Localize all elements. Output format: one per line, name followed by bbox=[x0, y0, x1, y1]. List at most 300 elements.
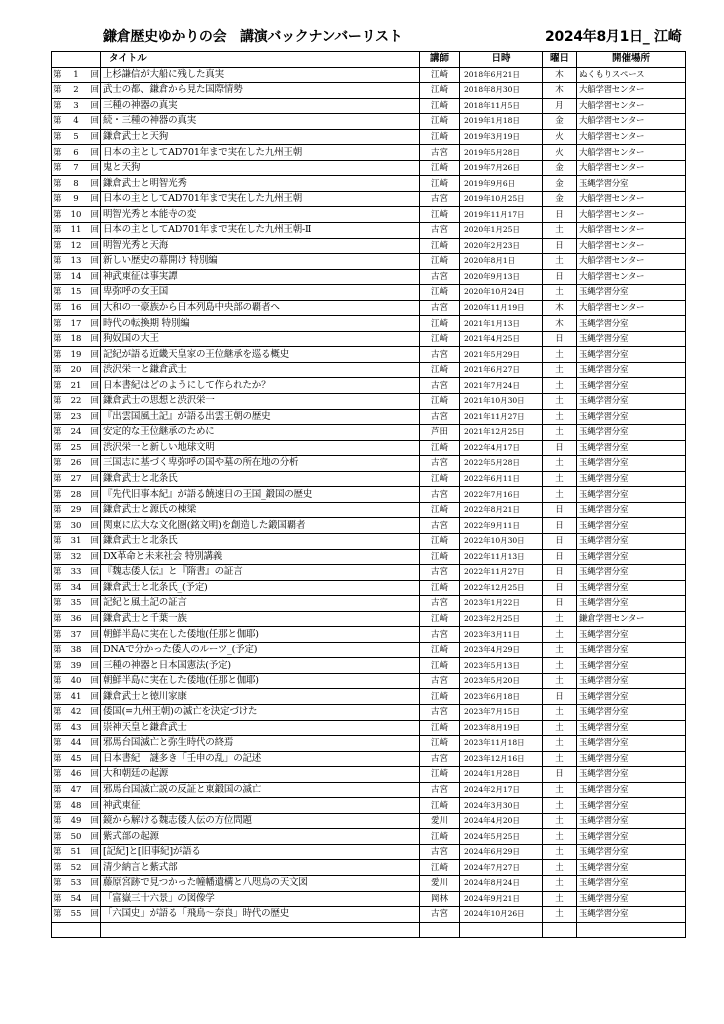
row-title: 新しい歴史の幕開け 特別編 bbox=[101, 254, 420, 270]
row-title: 倭国(=九州王朝)の滅亡を決定づけた bbox=[101, 704, 420, 720]
row-suffix: 回 bbox=[90, 132, 99, 142]
row-venue: 大船学習センター bbox=[577, 114, 686, 130]
row-title: 渋沢栄一と鎌倉武士 bbox=[101, 362, 420, 378]
row-suffix: 回 bbox=[90, 878, 99, 889]
row-number: 54 bbox=[70, 893, 82, 904]
row-title: 朝鮮半島に実在した倭地(任那と伽耶) bbox=[101, 627, 420, 643]
row-weekday: 日 bbox=[543, 269, 577, 285]
row-suffix: 回 bbox=[90, 520, 99, 531]
row-suffix: 回 bbox=[90, 551, 99, 562]
row-venue: 玉縄学習分室 bbox=[577, 627, 686, 643]
row-number: 44 bbox=[70, 738, 82, 749]
row-date: 2021年10月30日 bbox=[460, 394, 543, 410]
row-date: 2020年10月24日 bbox=[460, 285, 543, 301]
row-number-cell bbox=[52, 83, 101, 99]
table-row bbox=[52, 642, 686, 658]
row-weekday: 木 bbox=[543, 67, 577, 83]
row-title: 藤原宮跡で見つかった幢幡遺構と八咫烏の天文図 bbox=[101, 875, 420, 891]
row-date: 2023年5月20日 bbox=[460, 673, 543, 689]
row-weekday bbox=[543, 922, 577, 938]
row-date: 2021年7月24日 bbox=[460, 378, 543, 394]
row-weekday: 土 bbox=[543, 673, 577, 689]
row-venue: 玉縄学習分室 bbox=[577, 425, 686, 441]
table-row bbox=[52, 798, 686, 814]
row-number-cell bbox=[52, 751, 101, 767]
row-number-cell bbox=[52, 611, 101, 627]
row-prefix: 第 bbox=[53, 551, 62, 562]
row-number-cell bbox=[52, 362, 101, 378]
row-number: 30 bbox=[70, 520, 82, 531]
row-venue: 玉縄学習分室 bbox=[577, 176, 686, 192]
row-number: 32 bbox=[70, 551, 82, 562]
row-number-cell bbox=[52, 565, 101, 581]
row-venue: 玉縄学習分室 bbox=[577, 518, 686, 534]
row-venue: 大船学習センター bbox=[577, 98, 686, 114]
row-date: 2019年5月28日 bbox=[460, 145, 543, 161]
row-speaker: 江崎 bbox=[420, 471, 460, 487]
row-number: 9 bbox=[73, 194, 79, 205]
row-speaker: 古宮 bbox=[420, 782, 460, 798]
row-speaker: 江崎 bbox=[420, 98, 460, 114]
row-speaker: 古宮 bbox=[420, 300, 460, 316]
row-date: 2022年10月30日 bbox=[460, 533, 543, 549]
row-number: 7 bbox=[73, 163, 79, 174]
table-row bbox=[52, 875, 686, 891]
header-title: タイトル bbox=[101, 52, 420, 68]
row-venue: 玉縄学習分室 bbox=[577, 456, 686, 472]
row-number-cell bbox=[52, 736, 101, 752]
row-number-cell bbox=[52, 160, 101, 176]
row-date: 2021年6月27日 bbox=[460, 362, 543, 378]
row-venue: 玉縄学習分室 bbox=[577, 891, 686, 907]
row-weekday: 日 bbox=[543, 565, 577, 581]
row-speaker: 江崎 bbox=[420, 502, 460, 518]
row-date: 2022年7月16日 bbox=[460, 487, 543, 503]
row-title: 上杉謙信が大船に残した真実 bbox=[101, 67, 420, 83]
row-weekday: 日 bbox=[543, 533, 577, 549]
row-number: 52 bbox=[70, 862, 82, 873]
table-row bbox=[52, 673, 686, 689]
row-prefix: 第 bbox=[53, 800, 62, 811]
row-number-cell bbox=[52, 191, 101, 207]
row-weekday: 木 bbox=[543, 83, 577, 99]
row-title: 鎌倉武士の思想と渋沢栄一 bbox=[101, 394, 420, 410]
table-row bbox=[52, 860, 686, 876]
row-title: 鎌倉武士と北条氏 bbox=[101, 471, 420, 487]
row-weekday: 土 bbox=[543, 627, 577, 643]
row-number: 22 bbox=[70, 396, 82, 407]
table-row bbox=[52, 331, 686, 347]
row-number-cell bbox=[52, 860, 101, 876]
row-title: 鎌倉武士と天狗 bbox=[101, 129, 420, 145]
table-row bbox=[52, 907, 686, 923]
row-weekday: 土 bbox=[543, 409, 577, 425]
row-title: 記紀が語る近畿天皇家の王位継承を巡る概史 bbox=[101, 347, 420, 363]
row-number-cell bbox=[52, 98, 101, 114]
row-title: 渋沢栄一と新しい地球文明 bbox=[101, 440, 420, 456]
row-speaker: 古宮 bbox=[420, 223, 460, 239]
row-number: 23 bbox=[70, 411, 82, 422]
row-title: DNAで分かった倭人のルーツ_(予定) bbox=[101, 642, 420, 658]
row-title bbox=[101, 922, 420, 938]
row-prefix: 第 bbox=[53, 178, 62, 189]
row-venue: 玉縄学習分室 bbox=[577, 409, 686, 425]
row-venue: 大船学習センター bbox=[577, 191, 686, 207]
table-row bbox=[52, 160, 686, 176]
row-suffix: 回 bbox=[90, 411, 99, 422]
row-venue: 玉縄学習分室 bbox=[577, 549, 686, 565]
row-prefix: 第 bbox=[53, 100, 62, 111]
row-number-cell bbox=[52, 471, 101, 487]
row-suffix: 回 bbox=[90, 318, 99, 329]
row-title: 日本の主としてAD701年まで実在した九州王朝 bbox=[101, 145, 420, 161]
row-title: 卑弥呼の女王国 bbox=[101, 285, 420, 301]
row-speaker: 愛川 bbox=[420, 813, 460, 829]
row-date: 2021年4月25日 bbox=[460, 331, 543, 347]
row-number-cell bbox=[52, 394, 101, 410]
row-number: 43 bbox=[70, 722, 82, 733]
row-prefix: 第 bbox=[53, 862, 62, 873]
row-number: 17 bbox=[70, 318, 82, 329]
table-row bbox=[52, 254, 686, 270]
row-number: 39 bbox=[70, 660, 82, 671]
table-row bbox=[52, 129, 686, 145]
row-speaker: 江崎 bbox=[420, 114, 460, 130]
row-venue: 大船学習センター bbox=[577, 83, 686, 99]
row-suffix: 回 bbox=[90, 303, 99, 314]
table-row bbox=[52, 829, 686, 845]
row-number: 27 bbox=[70, 474, 82, 485]
row-date: 2021年1月13日 bbox=[460, 316, 543, 332]
row-date: 2020年1月25日 bbox=[460, 223, 543, 239]
row-number-cell bbox=[52, 502, 101, 518]
row-title: 関東に広大な文化圏(銘文明)を創造した鍛国覇者 bbox=[101, 518, 420, 534]
row-suffix: 回 bbox=[90, 598, 99, 609]
row-number: 26 bbox=[70, 458, 82, 469]
row-number: 37 bbox=[70, 629, 82, 640]
table-row bbox=[52, 300, 686, 316]
row-suffix: 回 bbox=[90, 847, 99, 858]
row-date: 2020年11月19日 bbox=[460, 300, 543, 316]
row-prefix: 第 bbox=[53, 349, 62, 360]
row-weekday: 土 bbox=[543, 394, 577, 410]
row-suffix: 回 bbox=[90, 163, 99, 174]
row-suffix: 回 bbox=[90, 707, 99, 718]
row-weekday: 土 bbox=[543, 223, 577, 239]
row-venue: 玉縄学習分室 bbox=[577, 907, 686, 923]
row-weekday: 日 bbox=[543, 549, 577, 565]
row-date: 2023年3月11日 bbox=[460, 627, 543, 643]
row-prefix: 第 bbox=[53, 318, 62, 329]
row-number-cell bbox=[52, 720, 101, 736]
row-number: 24 bbox=[70, 427, 82, 438]
row-weekday: 土 bbox=[543, 658, 577, 674]
row-number: 42 bbox=[70, 707, 82, 718]
row-speaker: 江崎 bbox=[420, 798, 460, 814]
row-date: 2019年7月26日 bbox=[460, 160, 543, 176]
row-date: 2019年11月17日 bbox=[460, 207, 543, 223]
row-title: 明智光秀と天海 bbox=[101, 238, 420, 254]
row-number-cell bbox=[52, 627, 101, 643]
row-speaker: 古宮 bbox=[420, 347, 460, 363]
row-prefix: 第 bbox=[53, 474, 62, 485]
row-prefix: 第 bbox=[53, 85, 62, 96]
table-row bbox=[52, 611, 686, 627]
row-prefix: 第 bbox=[53, 676, 62, 687]
row-number-cell bbox=[52, 223, 101, 239]
row-title: 三種の神器の真実 bbox=[101, 98, 420, 114]
table-row bbox=[52, 316, 686, 332]
row-date: 2020年2月23日 bbox=[460, 238, 543, 254]
row-prefix: 第 bbox=[53, 816, 62, 827]
row-speaker: 江崎 bbox=[420, 642, 460, 658]
row-number: 48 bbox=[70, 800, 82, 811]
row-date: 2023年1月22日 bbox=[460, 596, 543, 612]
row-date: 2024年6月29日 bbox=[460, 844, 543, 860]
row-prefix: 第 bbox=[53, 116, 62, 127]
row-suffix: 回 bbox=[90, 613, 99, 624]
row-suffix: 回 bbox=[90, 567, 99, 578]
row-speaker: 江崎 bbox=[420, 720, 460, 736]
row-date: 2019年1月18日 bbox=[460, 114, 543, 130]
table-row bbox=[52, 409, 686, 425]
row-venue: 玉縄学習分室 bbox=[577, 316, 686, 332]
row-speaker: 江崎 bbox=[420, 658, 460, 674]
table-row bbox=[52, 176, 686, 192]
row-suffix: 回 bbox=[90, 240, 99, 251]
row-number-cell bbox=[52, 487, 101, 503]
row-prefix: 第 bbox=[53, 769, 62, 780]
row-number-cell bbox=[52, 907, 101, 923]
row-title: 紫式部の起源 bbox=[101, 829, 420, 845]
row-weekday: 土 bbox=[543, 736, 577, 752]
row-suffix: 回 bbox=[90, 334, 99, 345]
table-row bbox=[52, 207, 686, 223]
row-speaker: 江崎 bbox=[420, 580, 460, 596]
row-prefix: 第 bbox=[53, 427, 62, 438]
table-row bbox=[52, 533, 686, 549]
row-weekday: 土 bbox=[543, 425, 577, 441]
row-venue: 玉縄学習分室 bbox=[577, 673, 686, 689]
row-title: 続・三種の神器の真実 bbox=[101, 114, 420, 130]
row-number-cell bbox=[52, 596, 101, 612]
row-speaker: 江崎 bbox=[420, 238, 460, 254]
row-suffix: 回 bbox=[90, 365, 99, 376]
row-number-cell bbox=[52, 425, 101, 441]
row-suffix: 回 bbox=[90, 225, 99, 236]
table-row bbox=[52, 580, 686, 596]
row-weekday: 土 bbox=[543, 813, 577, 829]
row-weekday: 土 bbox=[543, 829, 577, 845]
row-prefix: 第 bbox=[53, 194, 62, 205]
row-number-cell bbox=[52, 549, 101, 565]
row-suffix: 回 bbox=[90, 629, 99, 640]
row-speaker: 古宮 bbox=[420, 704, 460, 720]
row-title: 三種の神器と日本国憲法(予定) bbox=[101, 658, 420, 674]
row-prefix: 第 bbox=[53, 909, 62, 920]
row-suffix: 回 bbox=[90, 676, 99, 687]
row-venue: 玉縄学習分室 bbox=[577, 487, 686, 503]
row-prefix: 第 bbox=[53, 411, 62, 422]
row-title: 武士の都、鎌倉から見た国際情勢 bbox=[101, 83, 420, 99]
row-title: 日本の主としてAD701年まで実在した九州王朝-Ⅱ bbox=[101, 223, 420, 239]
row-suffix: 回 bbox=[90, 271, 99, 282]
row-venue: 玉縄学習分室 bbox=[577, 580, 686, 596]
row-weekday: 月 bbox=[543, 98, 577, 114]
row-speaker: 江崎 bbox=[420, 829, 460, 845]
row-weekday: 土 bbox=[543, 254, 577, 270]
lecture-table bbox=[51, 51, 686, 938]
header-speaker: 講師 bbox=[420, 52, 460, 68]
row-prefix: 第 bbox=[53, 334, 62, 345]
row-suffix: 回 bbox=[90, 349, 99, 360]
document-date: 2024年8月1日_ 江崎 bbox=[545, 29, 682, 45]
table-row bbox=[52, 269, 686, 285]
row-number-cell bbox=[52, 704, 101, 720]
row-weekday: 火 bbox=[543, 145, 577, 161]
row-prefix: 第 bbox=[53, 209, 62, 220]
row-prefix: 第 bbox=[53, 303, 62, 314]
row-date: 2019年10月25日 bbox=[460, 191, 543, 207]
table-row bbox=[52, 347, 686, 363]
row-number: 8 bbox=[73, 178, 79, 189]
table-row bbox=[52, 565, 686, 581]
table-row bbox=[52, 627, 686, 643]
row-speaker: 江崎 bbox=[420, 67, 460, 83]
row-prefix: 第 bbox=[53, 458, 62, 469]
row-speaker: 江崎 bbox=[420, 767, 460, 783]
row-speaker: 芦田 bbox=[420, 425, 460, 441]
row-number-cell bbox=[52, 673, 101, 689]
row-prefix: 第 bbox=[53, 567, 62, 578]
row-speaker: 江崎 bbox=[420, 285, 460, 301]
row-title: 鎌倉武士と北条氏 bbox=[101, 533, 420, 549]
row-title: 狗奴国の大王 bbox=[101, 331, 420, 347]
row-date: 2022年4月17日 bbox=[460, 440, 543, 456]
row-number-cell bbox=[52, 145, 101, 161]
table-row bbox=[52, 456, 686, 472]
row-speaker: 古宮 bbox=[420, 844, 460, 860]
row-number: 28 bbox=[70, 489, 82, 500]
row-number: 40 bbox=[70, 676, 82, 687]
row-speaker: 江崎 bbox=[420, 860, 460, 876]
row-speaker: 古宮 bbox=[420, 409, 460, 425]
row-prefix: 第 bbox=[53, 738, 62, 749]
row-date: 2022年6月11日 bbox=[460, 471, 543, 487]
row-venue: 大船学習センター bbox=[577, 254, 686, 270]
row-weekday: 日 bbox=[543, 502, 577, 518]
row-number-cell bbox=[52, 300, 101, 316]
row-suffix: 回 bbox=[90, 660, 99, 671]
row-weekday: 土 bbox=[543, 860, 577, 876]
row-weekday: 日 bbox=[543, 331, 577, 347]
row-number: 35 bbox=[70, 598, 82, 609]
row-prefix: 第 bbox=[53, 256, 62, 267]
header-weekday: 曜日 bbox=[543, 52, 577, 68]
row-prefix: 第 bbox=[53, 598, 62, 609]
row-number-cell bbox=[52, 844, 101, 860]
row-title: 鎌倉武士と北条氏_(予定) bbox=[101, 580, 420, 596]
row-speaker: 江崎 bbox=[420, 394, 460, 410]
row-prefix: 第 bbox=[53, 163, 62, 174]
row-number: 16 bbox=[70, 303, 82, 314]
row-prefix: 第 bbox=[53, 442, 62, 453]
row-number-cell bbox=[52, 518, 101, 534]
row-number-cell bbox=[52, 922, 101, 938]
row-number: 1 bbox=[73, 69, 79, 80]
row-prefix: 第 bbox=[53, 225, 62, 236]
row-venue: 玉縄学習分室 bbox=[577, 347, 686, 363]
row-speaker: 古宮 bbox=[420, 487, 460, 503]
row-date: 2023年6月18日 bbox=[460, 689, 543, 705]
row-number: 46 bbox=[70, 769, 82, 780]
table-row bbox=[52, 844, 686, 860]
row-weekday: 土 bbox=[543, 362, 577, 378]
row-speaker: 古宮 bbox=[420, 378, 460, 394]
row-title: 明智光秀と本能寺の変 bbox=[101, 207, 420, 223]
row-prefix: 第 bbox=[53, 536, 62, 547]
row-title: 朝鮮半島に実在した倭地(任那と伽耶) bbox=[101, 673, 420, 689]
table-row bbox=[52, 767, 686, 783]
row-title: 大和朝廷の起源 bbox=[101, 767, 420, 783]
row-suffix: 回 bbox=[90, 816, 99, 827]
row-speaker: 古宮 bbox=[420, 596, 460, 612]
row-number-cell bbox=[52, 238, 101, 254]
row-number-cell bbox=[52, 331, 101, 347]
row-title: [記紀]と[旧事紀]が語る bbox=[101, 844, 420, 860]
row-date: 2020年9月13日 bbox=[460, 269, 543, 285]
row-venue: 玉縄学習分室 bbox=[577, 471, 686, 487]
row-suffix: 回 bbox=[90, 178, 99, 189]
row-number-cell bbox=[52, 642, 101, 658]
row-number-cell bbox=[52, 658, 101, 674]
row-venue: 鎌倉学習センター bbox=[577, 611, 686, 627]
row-date: 2023年2月25日 bbox=[460, 611, 543, 627]
row-number-cell bbox=[52, 129, 101, 145]
row-venue: 玉縄学習分室 bbox=[577, 565, 686, 581]
row-title: DX革命と未来社会 特別講義 bbox=[101, 549, 420, 565]
row-title: 三国志に基づく卑弥呼の国や墓の所在地の分析 bbox=[101, 456, 420, 472]
row-speaker: 江崎 bbox=[420, 533, 460, 549]
row-title: 『先代旧事本紀』が語る饒速日の王国_鍛国の歴史 bbox=[101, 487, 420, 503]
row-venue: 玉縄学習分室 bbox=[577, 875, 686, 891]
row-weekday: 土 bbox=[543, 611, 577, 627]
row-prefix: 第 bbox=[53, 287, 62, 298]
table-row bbox=[52, 67, 686, 83]
row-prefix: 第 bbox=[53, 722, 62, 733]
row-suffix: 回 bbox=[90, 831, 99, 842]
table-row bbox=[52, 596, 686, 612]
row-number: 47 bbox=[70, 784, 82, 795]
row-title: 安定的な王位継承のために bbox=[101, 425, 420, 441]
row-venue: 玉縄学習分室 bbox=[577, 394, 686, 410]
row-title: 神武東征 bbox=[101, 798, 420, 814]
row-title: 邪馬台国滅亡と弥生時代の終焉 bbox=[101, 736, 420, 752]
row-title: 日本書紀 謎多き「壬申の乱」の記述 bbox=[101, 751, 420, 767]
row-number: 19 bbox=[70, 349, 82, 360]
row-number-cell bbox=[52, 689, 101, 705]
row-number-cell bbox=[52, 782, 101, 798]
row-suffix: 回 bbox=[90, 769, 99, 780]
table-row bbox=[52, 285, 686, 301]
row-venue: 玉縄学習分室 bbox=[577, 844, 686, 860]
row-title: 鎌倉武士と明智光秀 bbox=[101, 176, 420, 192]
table-row bbox=[52, 440, 686, 456]
row-speaker: 古宮 bbox=[420, 751, 460, 767]
row-prefix: 第 bbox=[53, 520, 62, 531]
row-suffix: 回 bbox=[90, 427, 99, 438]
row-title: 日本の主としてAD701年まで実在した九州王朝 bbox=[101, 191, 420, 207]
